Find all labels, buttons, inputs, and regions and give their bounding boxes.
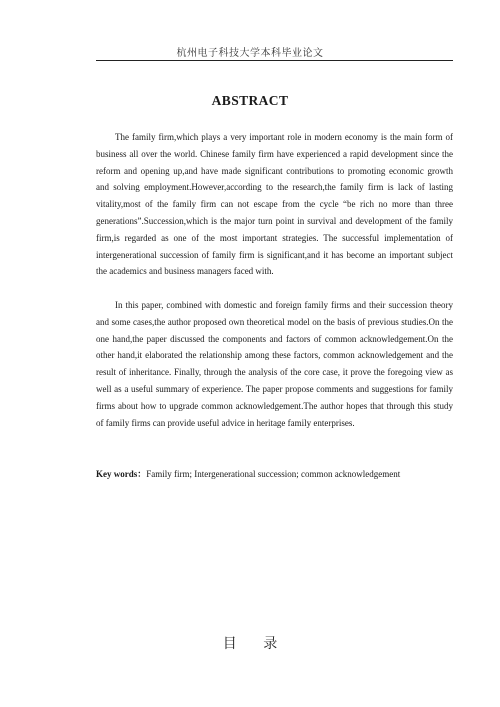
keywords-value: Family firm; Intergenerational succession; common acknowledgement xyxy=(146,469,401,479)
header-divider xyxy=(96,60,453,61)
toc-title: 目 录 xyxy=(222,636,278,652)
paragraph-text: In this paper, combined with domestic and foreign family firms and their succession theory and some cases,the author proposed own theoretical model on the basis of previous studies.On the one hand,the paper discussed the components and factors of common acknowledgement.On the other hand,it elaborated the relationship among these factors, common acknowledgement and the result of inheritance. Finally, through the analysis of the core case, it prove the foregoing view as well as a useful summary of experience. The paper propose comments and suggestions for family firms about how to upgrade common acknowledgement.The author hopes that through this study of family firms can provide useful advice in heritage family enterprises. xyxy=(96,300,453,428)
abstract-paragraph-1 xyxy=(96,129,453,280)
running-header: 杭州电子科技大学本科毕业论文 xyxy=(176,48,324,59)
abstract-paragraph-2 xyxy=(96,297,453,431)
keywords-line xyxy=(96,466,453,482)
keywords-label: Key words： xyxy=(96,469,147,479)
abstract-title: ABSTRACT xyxy=(211,93,289,108)
paragraph-text: The family firm,which plays a very important role in modern economy is the main form of business all over the world. Chinese family firm have experienced a rapid development since the reform and opening up,and have made significant contributions to promoting economic growth and solving employment.However,according to the research,the family firm is lack of lasting vitality,most of the family firm can not escape from the cycle “be rich no more than three generations”.Succession,which is the major turn point in survival and development of the family firm,is regarded as one of the most important strategies. The successful implementation of intergenerational succession of family firm is significant,and it has become an important subject the academics and business managers faced with. xyxy=(96,132,453,277)
